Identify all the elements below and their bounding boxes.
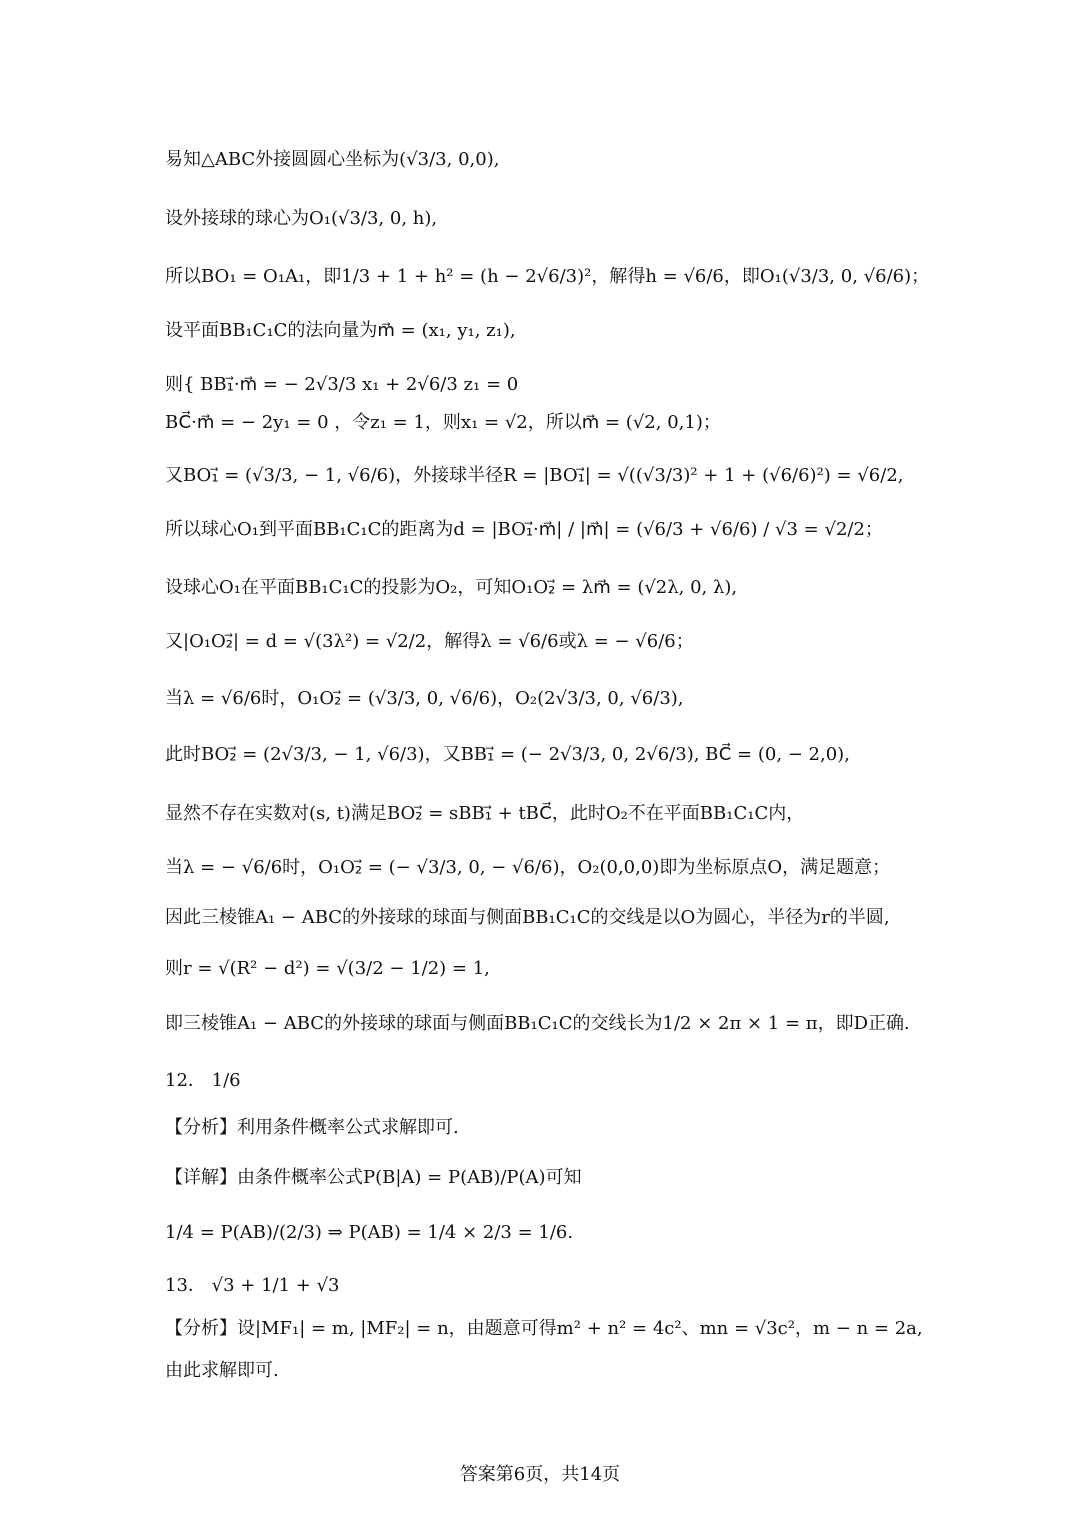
text-line: 显然不存在实数对(s, t)满足BO₂⃗ = sBB₁⃗ + tBC⃗，此时O₂不在平面BB₁C₁C内，	[165, 803, 805, 824]
text-line: 当λ = − √6/6时，O₁O₂⃗ = (− √3/3, 0, − √6/6)，O₂(0,0,0)即为坐标原点O，满足题意；	[165, 857, 891, 878]
text-line: 则r = √(R² − d²) = √(3/2 − 1/2) = 1,	[165, 958, 490, 979]
text-line: 即三棱锥A₁ − ABC的外接球的球面与侧面BB₁C₁C的交线长为1/2 × 2π × 1 = π，即D正确.	[165, 1013, 910, 1034]
text-line: 因此三棱锥A₁ − ABC的外接球的球面与侧面BB₁C₁C的交线是以O为圆心，半径为r的半圆,	[165, 907, 890, 928]
equation-line: BC⃗·m⃗ = − 2y₁ = 0 ，令z₁ = 1，则x₁ = √2，所以m⃗ = (√2, 0,1)；	[165, 412, 721, 433]
text-line: 由此求解即可.	[165, 1360, 279, 1381]
text-line: 所以BO₁ = O₁A₁，即1/3 + 1 + h² = (h − 2√6/3)²，解得h = √6/6，即O₁(√3/3, 0, √6/6)；	[165, 266, 930, 287]
text-line: 1/4 = P(AB)/(2/3) ⇒ P(AB) = 1/4 × 2/3 = 1/6.	[165, 1222, 574, 1243]
page-footer: 答案第6页，共14页	[459, 1464, 621, 1485]
equation-line: 则{ BB₁⃗·m⃗ = − 2√3/3 x₁ + 2√6/3 z₁ = 0	[165, 374, 519, 395]
answer-12: 12． 1/6	[165, 1070, 241, 1091]
analysis-12: 【分析】利用条件概率公式求解即可.	[165, 1117, 459, 1138]
text-line: 设平面BB₁C₁C的法向量为m⃗ = (x₁, y₁, z₁),	[165, 320, 516, 341]
text-line: 当λ = √6/6时，O₁O₂⃗ = (√3/3, 0, √6/6)，O₂(2√3/3, 0, √6/3),	[165, 688, 684, 709]
text-line: 此时BO₂⃗ = (2√3/3, − 1, √6/3)，又BB₁⃗ = (− 2√3/3, 0, 2√6/3), BC⃗ = (0, − 2,0),	[165, 744, 850, 765]
analysis-13: 【分析】设|MF₁| = m, |MF₂| = n，由题意可得m² + n² = 4c²、mn = √3c²，m − n = 2a,	[165, 1318, 923, 1339]
text-line: 所以球心O₁到平面BB₁C₁C的距离为d = |BO₁⃗·m⃗| / |m⃗| = (√6/3 + √6/6) / √3 = √2/2；	[165, 519, 883, 540]
text-line: 设球心O₁在平面BB₁C₁C的投影为O₂，可知O₁O₂⃗ = λm⃗ = (√2λ, 0, λ),	[165, 577, 738, 598]
detail-12: 【详解】由条件概率公式P(B|A) = P(AB)/P(A)可知	[165, 1167, 582, 1188]
text-line: 设外接球的球心为O₁(√3/3, 0, h),	[165, 208, 438, 229]
text-line: 又|O₁O₂⃗| = d = √(3λ²) = √2/2，解得λ = √6/6或λ = − √6/6；	[165, 631, 694, 652]
answer-13: 13． √3 + 1/1 + √3	[165, 1275, 340, 1296]
text-line: 易知△ABC外接圆圆心坐标为(√3/3, 0,0),	[165, 149, 500, 170]
text-line: 又BO₁⃗ = (√3/3, − 1, √6/6)，外接球半径R = |BO₁⃗| = √((√3/3)² + 1 + (√6/6)²) = √6/2,	[165, 465, 904, 486]
